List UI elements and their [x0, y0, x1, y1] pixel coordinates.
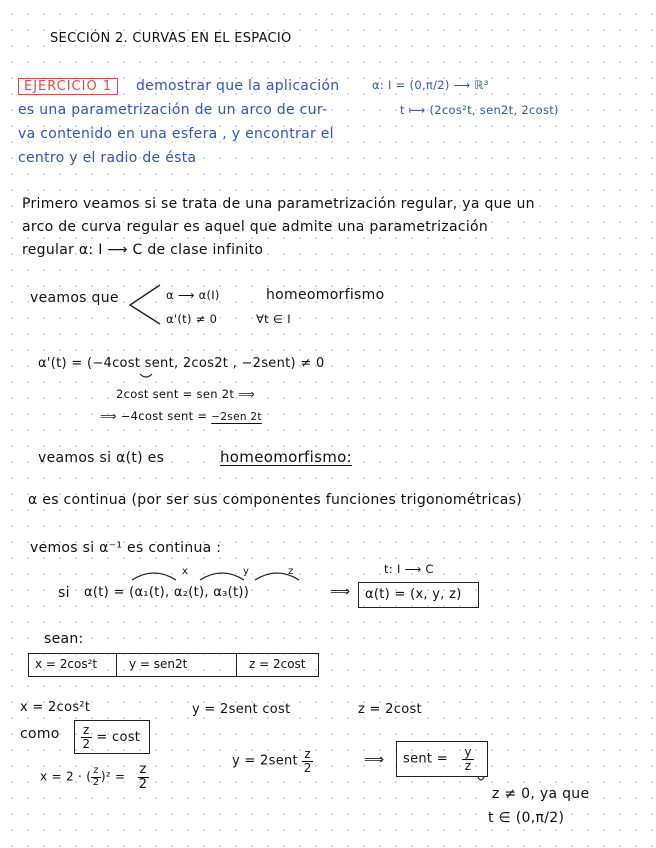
- sent-box: [396, 741, 488, 777]
- derivative-line3: ⟹ −4cost sent = −2sen 2t: [100, 409, 262, 423]
- como-expression: $\frac{z}{2}$ = cost: [82, 723, 141, 751]
- sean-label: sean:: [44, 631, 84, 647]
- exercise-text-line3: va contenido en una esfera , y encontrar el: [18, 126, 334, 142]
- over-label-y: y: [243, 566, 250, 577]
- conditions-lead: veamos que: [30, 290, 119, 306]
- y-arrow: ⟹: [364, 752, 385, 768]
- note-t-interval: t ∈ (0,π/2): [488, 810, 565, 826]
- inverse-si: si: [58, 585, 70, 601]
- condition-1-map: α ⟶ α(I): [166, 288, 220, 302]
- y-substitution: y = 2sent $\frac{z}{2}$: [232, 747, 312, 775]
- condition-2-quantifier: ∀t ∈ I: [256, 312, 291, 326]
- exercise-map-definition: α: I = (0,π/2) ⟶ ℝ³: [372, 78, 489, 92]
- intro-line3: regular α: I ⟶ C de clase infinito: [22, 242, 264, 258]
- over-label-z: z: [288, 566, 294, 577]
- como-box: [74, 720, 150, 754]
- condition-1-text: homeomorfismo: [266, 287, 385, 303]
- sean-cell-y: y = sen2t: [117, 654, 237, 676]
- inverse-arrow: ⟹: [330, 584, 351, 600]
- over-label-x: x: [182, 566, 189, 577]
- expand-z: z = 2cost: [358, 702, 422, 717]
- exercise-text-line1: demostrar que la aplicación: [136, 78, 340, 94]
- section-title: SECCIÓN 2. CURVAS EN EL ESPACIO: [50, 31, 292, 46]
- intro-line2: arco de curva regular es aquel que admite una parametrización: [22, 219, 489, 235]
- inverse-lead: vemos si α⁻¹ es continua :: [30, 540, 222, 556]
- x-substitution: x = 2 · ( $\frac{z}{2}$ )² = $\frac{z}{2}$: [40, 762, 148, 792]
- continuity-statement: α es continua (por ser sus componentes funciones trigonométricas): [28, 492, 523, 508]
- derivative-underlined-result: −2sen 2t: [211, 411, 262, 423]
- homeo-lead: veamos si α(t) es: [38, 450, 165, 466]
- exercise-map-rule: t ⟼ (2cos²t, sen2t, 2cost): [400, 103, 559, 117]
- sean-cell-x: x = 2cos²t: [29, 654, 117, 676]
- exercise-text-line4: centro y el radio de ésta: [18, 150, 197, 166]
- exercise-text-line2: es una parametrización de un arco de cur-: [18, 102, 328, 118]
- expand-y: y = 2sent cost: [192, 702, 291, 717]
- inverse-result: α(t) = (x, y, z): [365, 587, 462, 602]
- como-label: como: [20, 726, 60, 742]
- intro-line1: Primero veamos si se trata de una parametrización regular, ya que un: [22, 196, 535, 212]
- condition-2: α'(t) ≠ 0: [166, 312, 218, 326]
- inverse-components: α(t) = (α₁(t), α₂(t), α₃(t)): [84, 585, 250, 600]
- sent-expression: sent = $\frac{y}{z}$: [403, 745, 472, 773]
- inverse-map-label: t: I ⟶ C: [384, 562, 434, 576]
- sean-table: [28, 653, 319, 677]
- exercise-label: EJERCICIO 1: [18, 78, 118, 95]
- sean-cell-z: z = 2cost: [249, 657, 306, 671]
- note-z-nonzero: z ≠ 0, ya que: [492, 786, 590, 802]
- derivative-line1: α'(t) = (−4cost sent, 2cos2t , −2sent) ≠ 0: [38, 356, 325, 371]
- derivative-line2: 2cost sent = sen 2t ⟹: [116, 387, 255, 401]
- inverse-result-box: [358, 582, 479, 608]
- homeo-word: homeomorfismo:: [220, 448, 352, 466]
- expand-x: x = 2cos²t: [20, 700, 91, 715]
